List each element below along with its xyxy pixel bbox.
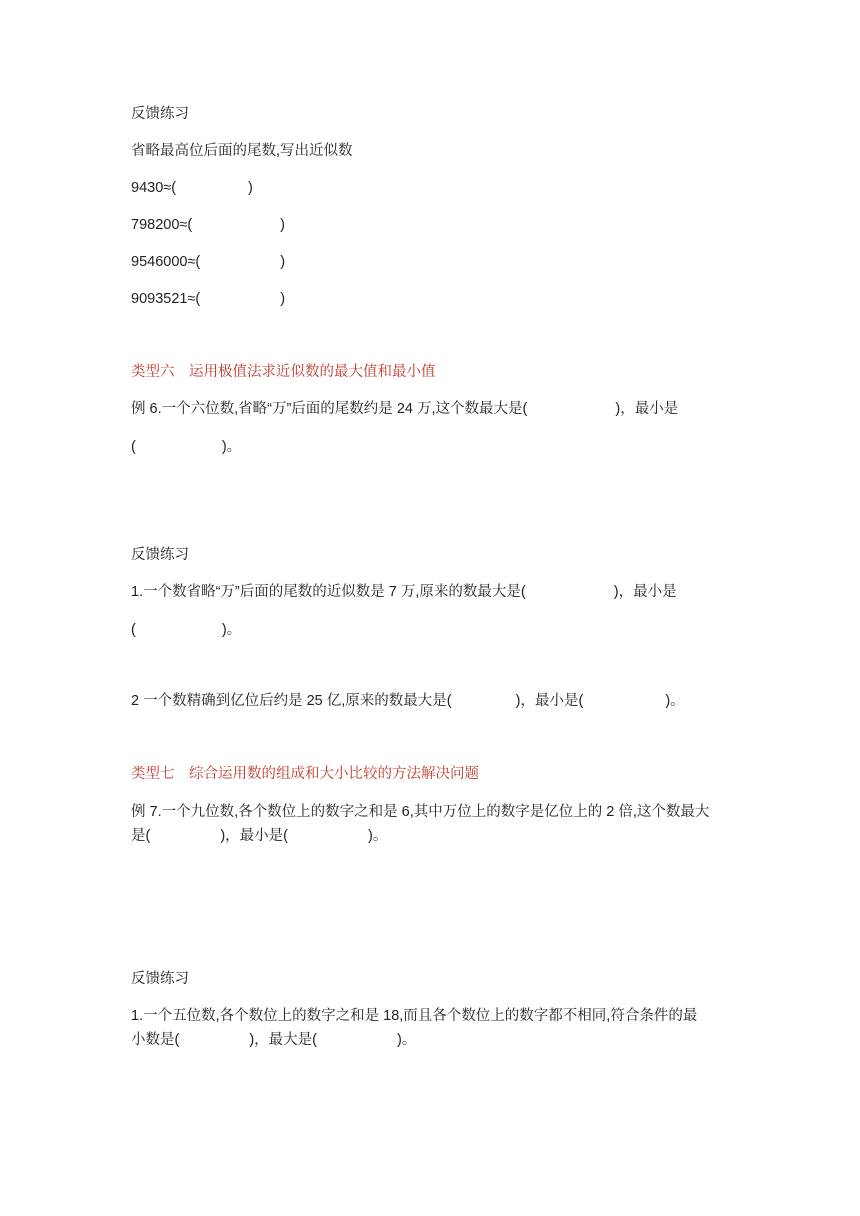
answer-paren-open: ( bbox=[131, 622, 136, 638]
practice-2-line bbox=[131, 691, 685, 711]
exercise-item-4 bbox=[131, 289, 285, 309]
answer-paren-close: ) bbox=[280, 291, 286, 307]
exercise-expression: 9430≈( bbox=[131, 180, 177, 196]
exercise-item-2 bbox=[131, 215, 285, 235]
answer-paren-close: )。 bbox=[368, 828, 388, 844]
answer-paren-close: )。 bbox=[221, 439, 242, 455]
section-heading-feedback-3: 反馈练习 bbox=[131, 971, 189, 987]
type-six-title: 类型六 运用极值法求近似数的最大值和最小值 bbox=[131, 364, 436, 380]
exercise-item-1 bbox=[131, 178, 253, 198]
exercise-expression: 9093521≈( bbox=[131, 291, 201, 307]
example-six-line-1 bbox=[131, 399, 678, 419]
exercise-item-3 bbox=[131, 252, 285, 272]
example-six-line-2 bbox=[131, 437, 241, 457]
answer-paren-close: ) bbox=[248, 180, 253, 196]
answer-paren-open: ( bbox=[131, 439, 136, 455]
section-heading-feedback-2: 反馈练习 bbox=[131, 547, 189, 563]
answer-paren-close: )。 bbox=[221, 622, 242, 638]
example-text: 是( bbox=[131, 828, 151, 844]
example-seven-line-2 bbox=[131, 826, 387, 846]
practice-3-line-1: 1.一个五位数,各个数位上的数字之和是 18,而且各个数位上的数字都不相同,符合条件的最 bbox=[131, 1008, 698, 1024]
practice-text-mid: )，最小是( bbox=[515, 693, 584, 709]
practice-1-line-2 bbox=[131, 620, 241, 640]
answer-paren-close: )。 bbox=[397, 1032, 417, 1048]
practice-1-line-1 bbox=[131, 582, 677, 602]
answer-paren-close: ) bbox=[280, 217, 286, 233]
practice-text-mid: )，最小是 bbox=[613, 584, 677, 600]
example-text: 例 6.一个六位数,省略“万”后面的尾数约是 24 万,这个数最大是( bbox=[131, 401, 528, 417]
practice-text: 1.一个数省略“万”后面的尾数的近似数是 7 万,原来的数最大是( bbox=[131, 584, 526, 600]
answer-paren-close: )。 bbox=[665, 693, 685, 709]
section-heading-feedback-1: 反馈练习 bbox=[131, 106, 189, 122]
exercise-expression: 9546000≈( bbox=[131, 254, 201, 270]
type-seven-title: 类型七 综合运用数的组成和大小比较的方法解决问题 bbox=[131, 766, 479, 782]
practice-text-mid: )，最大是( bbox=[249, 1032, 318, 1048]
example-text-mid: )，最小是 bbox=[615, 401, 679, 417]
instruction-text: 省略最高位后面的尾数,写出近似数 bbox=[131, 143, 353, 159]
answer-paren-close: ) bbox=[280, 254, 286, 270]
example-seven-line-1: 例 7.一个九位数,各个数位上的数字之和是 6,其中万位上的数字是亿位上的 2 倍,这个数最大 bbox=[131, 804, 710, 820]
exercise-expression: 798200≈( bbox=[131, 217, 193, 233]
practice-text: 小数是( bbox=[131, 1032, 180, 1048]
example-text-mid: )，最小是( bbox=[220, 828, 289, 844]
practice-text: 2 一个数精确到亿位后约是 25 亿,原来的数最大是( bbox=[131, 693, 452, 709]
practice-3-line-2 bbox=[131, 1030, 416, 1050]
